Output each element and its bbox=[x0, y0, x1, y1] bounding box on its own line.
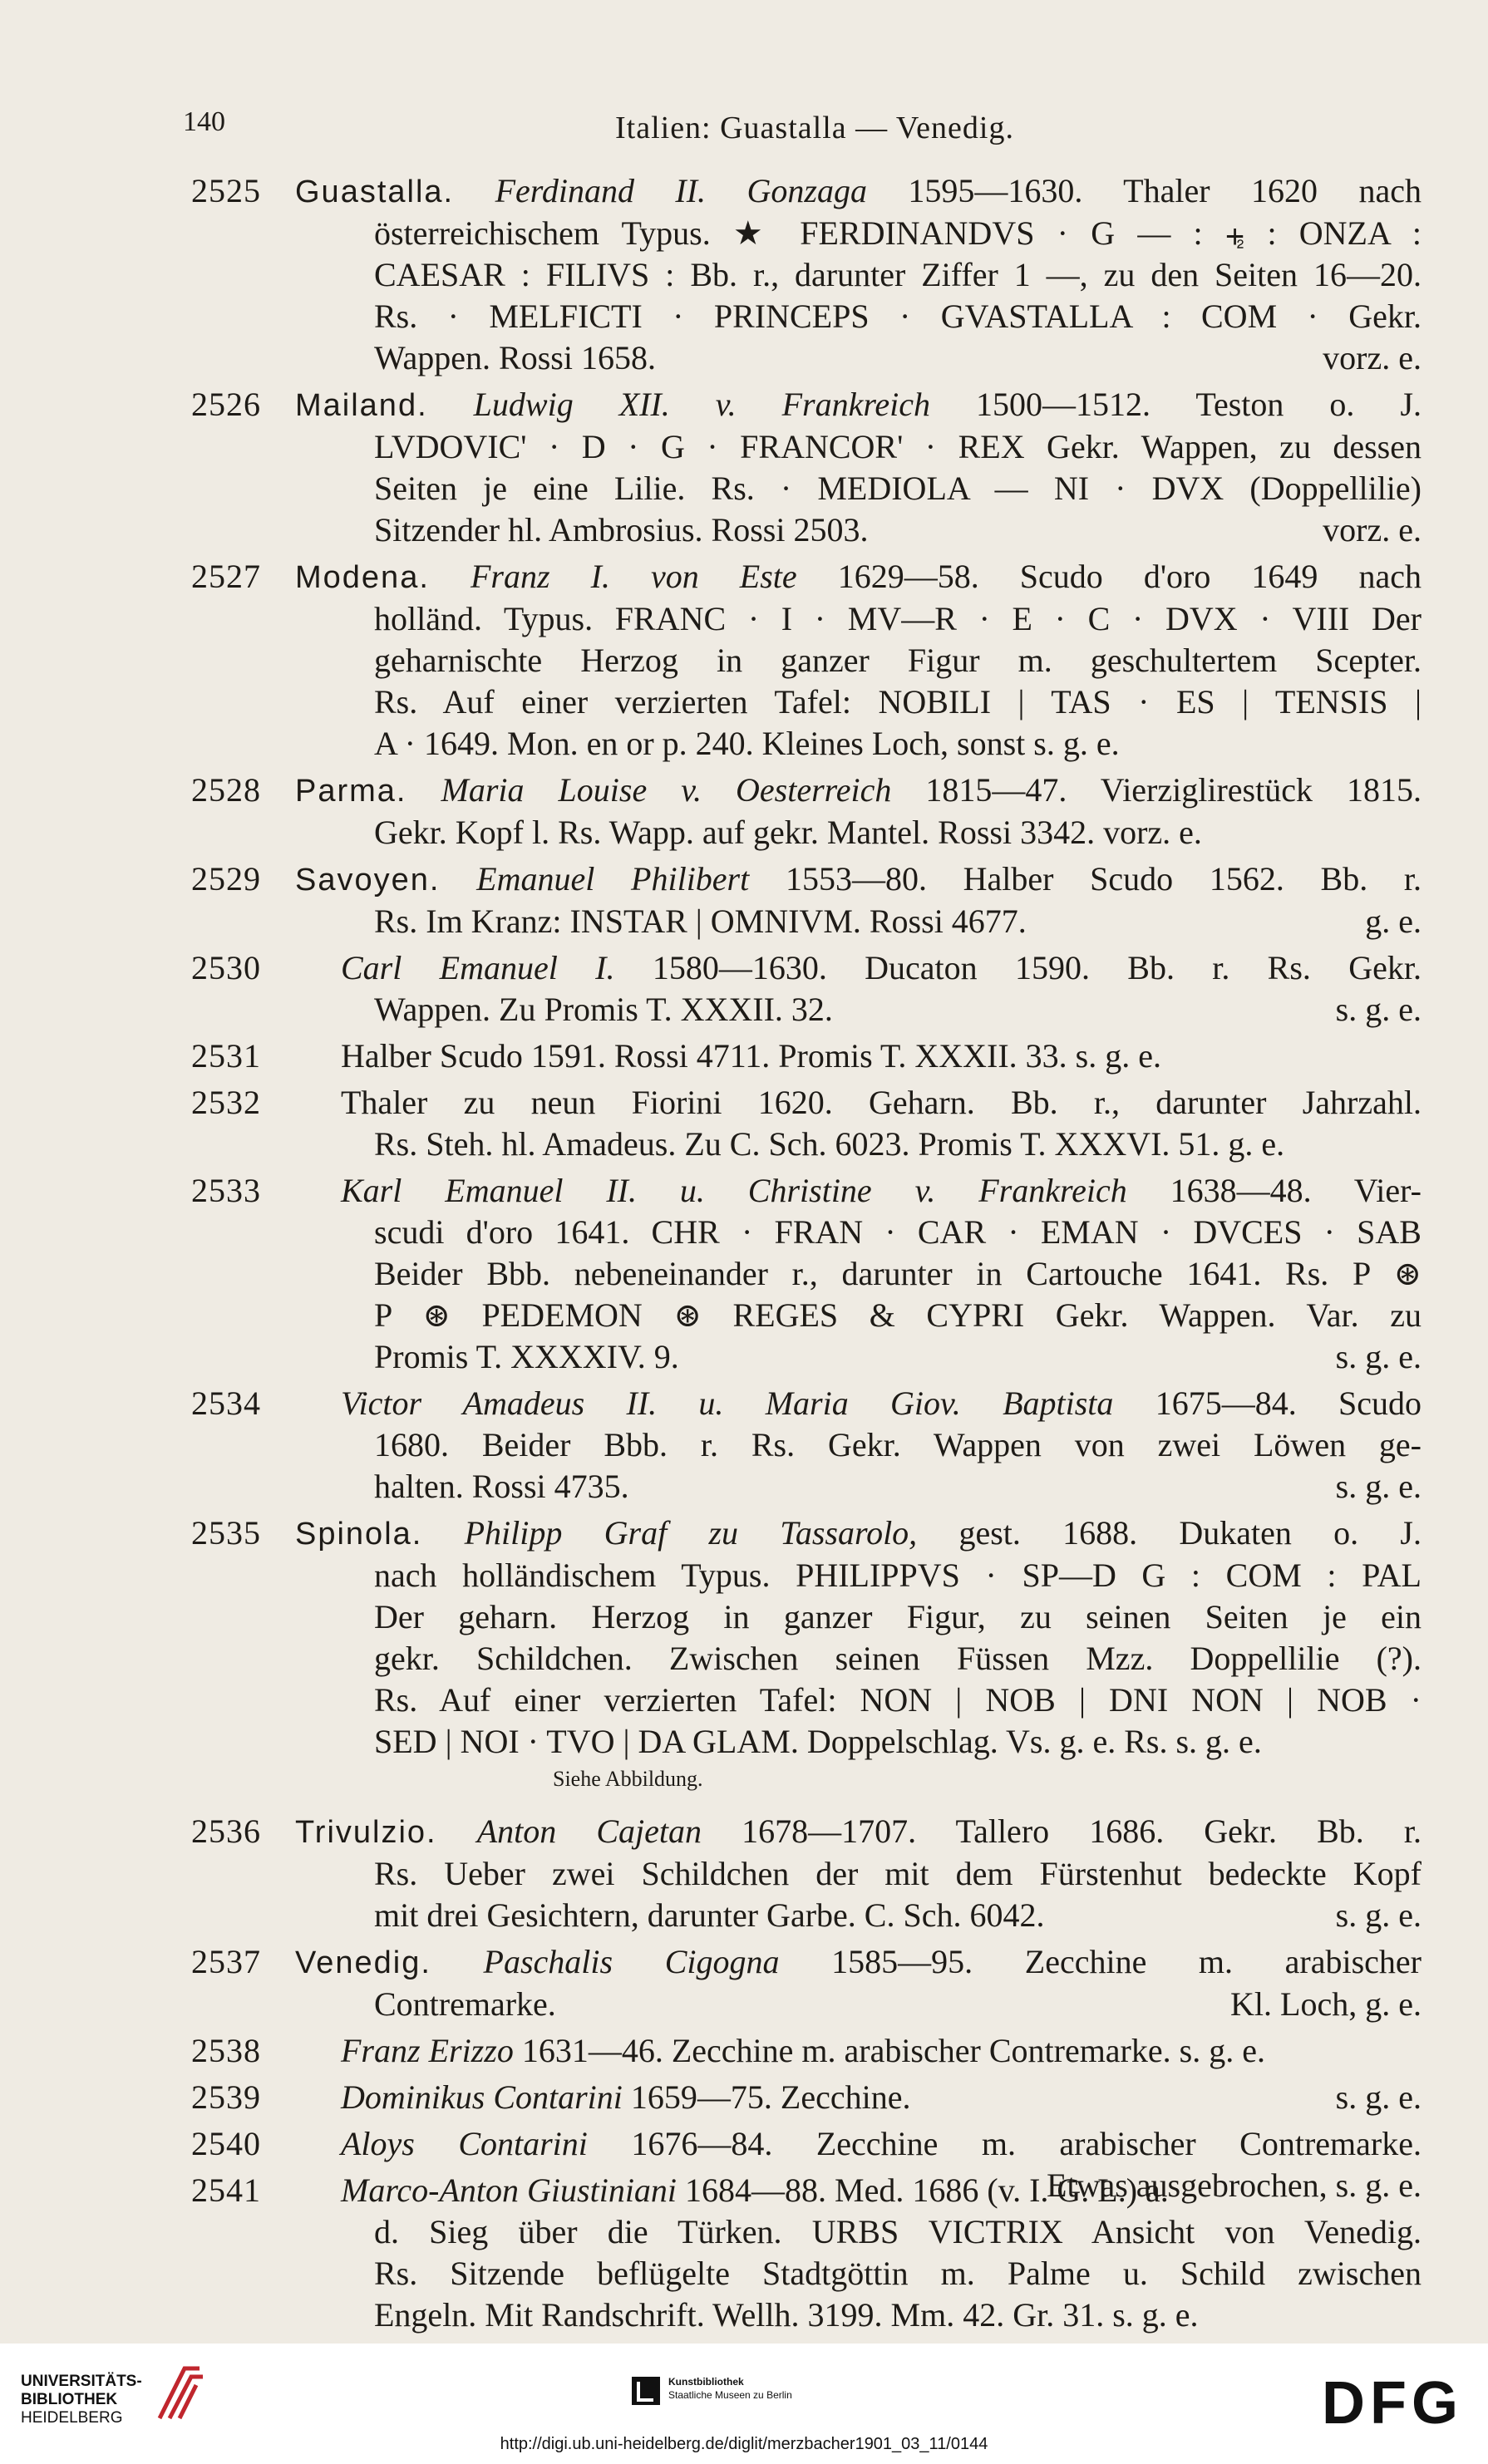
entry-ruler-name: Dominikus Contarini bbox=[341, 2078, 623, 2116]
catalog-entry bbox=[191, 1035, 1421, 1077]
catalog-entry bbox=[191, 1512, 1421, 1796]
ub-logo-line-3: HEIDELBERG bbox=[21, 2409, 123, 2427]
dfg-logo[interactable]: DFG bbox=[1322, 2370, 1463, 2437]
entry-text: 1675—84. Scudo bbox=[1113, 1384, 1421, 1422]
entry-number: 2537 bbox=[191, 1943, 261, 1980]
catalog-entry bbox=[191, 1811, 1421, 1936]
entry-text: P ⊛ PEDEMON ⊛ REGES & CYPRI Gekr. Wappen. Var. zu bbox=[374, 1296, 1421, 1334]
entry-line bbox=[295, 1295, 1421, 1336]
catalog-entry bbox=[191, 2030, 1421, 2072]
illustration-caption: Siehe Abbildung. bbox=[553, 1767, 703, 1791]
entry-text: Wappen. Rossi 1658. bbox=[374, 339, 656, 376]
entry-text: Wappen. Zu Promis T. XXXII. 32. bbox=[374, 991, 833, 1028]
entry-line bbox=[295, 770, 1421, 812]
entry-number: 2534 bbox=[191, 1384, 261, 1422]
entry-number: 2530 bbox=[191, 949, 261, 986]
entry-ruler-name: Ferdinand II. Gonzaga bbox=[495, 172, 867, 209]
entry-line bbox=[295, 1466, 1421, 1507]
entry-number: 2539 bbox=[191, 2078, 261, 2116]
entry-text: halten. Rossi 4735. bbox=[374, 1468, 629, 1505]
entry-line bbox=[295, 1853, 1421, 1895]
entry-ruler-name: Carl Emanuel I. bbox=[341, 949, 615, 986]
entry-ruler-name: Anton Cajetan bbox=[476, 1812, 702, 1850]
entry-text: Beider Bbb. nebeneinander r., darunter in Cartouche 1641. Rs. P ⊛ bbox=[374, 1255, 1421, 1292]
catalog-entry bbox=[191, 2077, 1421, 2118]
entry-line bbox=[295, 1383, 1421, 1424]
entry-number: 2528 bbox=[191, 771, 261, 809]
entry-line bbox=[295, 1035, 1421, 1077]
catalog-entry bbox=[191, 170, 1421, 379]
entry-text: Rs. Im Kranz: INSTAR | OMNIVM. Rossi 4677. bbox=[374, 902, 1027, 940]
entry-text: 1553—80. Halber Scudo 1562. Bb. r. bbox=[749, 860, 1422, 898]
kunstbibliothek-logo[interactable] bbox=[668, 2375, 792, 2402]
ub-logo-line-2: BIBLIOTHEK bbox=[21, 2391, 118, 2408]
entry-text: Gekr. Kopf l. Rs. Wapp. auf gekr. Mantel. Rossi 3342. vorz. e. bbox=[374, 814, 1202, 851]
entry-grade: s. g. e. bbox=[1335, 1896, 1421, 1934]
entry-line bbox=[295, 1596, 1421, 1638]
entry-line bbox=[295, 1895, 1421, 1936]
catalog-entry bbox=[191, 1941, 1422, 2025]
entry-text: mit drei Gesichtern, darunter Garbe. C. Sch. 6042. bbox=[374, 1896, 1045, 1934]
entry-line bbox=[295, 901, 1421, 942]
entry-grade: vorz. e. bbox=[1323, 511, 1421, 548]
entry-text: 1676—84. Zecchine m. arabischer Contremarke. bbox=[587, 2125, 1421, 2162]
entry-number: 2525 bbox=[191, 172, 261, 209]
catalog-entry bbox=[191, 858, 1422, 942]
entry-text: Rs. · MELFICTI · PRINCEPS · GVASTALLA : COM · Gekr. bbox=[374, 298, 1421, 335]
entry-line bbox=[295, 426, 1421, 468]
entry-line bbox=[295, 1555, 1421, 1596]
entry-text: Halber Scudo 1591. Rossi 4711. Promis T. XXXII. 33. s. g. e. bbox=[341, 1037, 1161, 1075]
entry-number: 2531 bbox=[191, 1037, 261, 1075]
catalog-entry bbox=[191, 947, 1421, 1030]
entry-text: 1680. Beider Bbb. r. Rs. Gekr. Wappen von zwei Löwen ge- bbox=[374, 1426, 1421, 1463]
entry-place-name: Guastalla. bbox=[295, 175, 455, 209]
catalog-entries bbox=[191, 170, 1422, 2341]
entry-place-name: Venedig. bbox=[295, 1945, 431, 1980]
entry-line bbox=[295, 1680, 1421, 1721]
entry-text: 1580—1630. Ducaton 1590. Bb. r. Rs. Gekr. bbox=[614, 949, 1421, 986]
entry-grade: Etwas ausgebrochen, s. g. e. bbox=[1047, 2166, 1421, 2204]
entry-grade: s. g. e. bbox=[1335, 2078, 1421, 2116]
entry-line bbox=[295, 812, 1421, 853]
entry-ruler-name: Paschalis Cigogna bbox=[483, 1943, 780, 1980]
entry-text: Contremarke. bbox=[374, 1985, 556, 2023]
entry-text: Rs. Auf einer verzierten Tafel: NON | NOB | DNI NON | NOB · bbox=[374, 1681, 1421, 1719]
entry-line bbox=[295, 2170, 1421, 2211]
entry-line bbox=[295, 1253, 1421, 1295]
entry-ruler-name: Ludwig XII. v. Frankreich bbox=[473, 386, 931, 423]
entry-grade: s. g. e. bbox=[1335, 1468, 1421, 1505]
entry-text: 1678—1707. Tallero 1686. Gekr. Bb. r. bbox=[702, 1812, 1421, 1850]
entry-line bbox=[295, 1424, 1421, 1466]
entry-place-name: Parma. bbox=[295, 774, 407, 809]
entry-line bbox=[295, 1941, 1421, 1984]
entry-number: 2529 bbox=[191, 860, 261, 898]
entry-grade: g. e. bbox=[1365, 902, 1421, 940]
entry-line bbox=[295, 2294, 1421, 2336]
ub-logo-line-1: UNIVERSITÄTS- bbox=[21, 2373, 142, 2390]
entry-ruler-name: Franz Erizzo bbox=[341, 2032, 514, 2069]
ub-logo-mark-icon bbox=[151, 2360, 209, 2427]
entry-line bbox=[295, 213, 1421, 254]
entry-line bbox=[295, 254, 1421, 296]
entry-ruler-name: Maria Louise v. Oesterreich bbox=[441, 771, 892, 809]
entry-number: 2536 bbox=[191, 1812, 261, 1850]
entry-line bbox=[295, 509, 1421, 551]
entry-ruler-name: Aloys Contarini bbox=[341, 2125, 588, 2162]
entry-line bbox=[295, 598, 1421, 640]
entry-line bbox=[295, 384, 1421, 426]
entry-text: Rs. Ueber zwei Schildchen der mit dem Fürstenhut bedeckte Kopf bbox=[374, 1855, 1421, 1892]
entry-line bbox=[295, 1336, 1421, 1378]
entry-text: Seiten je eine Lilie. Rs. · MEDIOLA — NI · DVX (Doppellilie) bbox=[374, 470, 1421, 507]
entry-ruler-name: Marco-Anton Giustiniani bbox=[341, 2171, 677, 2209]
entry-ruler-name: Philipp Graf zu Tassarolo, bbox=[464, 1514, 918, 1552]
entry-text: Engeln. Mit Randschrift. Wellh. 3199. Mm. 42. Gr. 31. s. g. e. bbox=[374, 2296, 1199, 2334]
entry-text: Sitzender hl. Ambrosius. Rossi 2503. bbox=[374, 511, 869, 548]
entry-ruler-name: Victor Amadeus II. u. Maria Giov. Baptista bbox=[341, 1384, 1114, 1422]
entry-text: geharnischte Herzog in ganzer Figur m. geschultertem Scepter. bbox=[374, 642, 1421, 679]
entry-line bbox=[295, 2123, 1421, 2165]
entry-place-name: Mailand. bbox=[295, 388, 428, 423]
entry-text: Rs. Steh. hl. Amadeus. Zu C. Sch. 6023. Promis T. XXXVI. 51. g. e. bbox=[374, 1125, 1285, 1163]
entry-text: 1815—47. Vierziglirestück 1815. bbox=[891, 771, 1422, 809]
entry-text: holländ. Typus. FRANC · I · MV—R · E · C · DVX · VIII Der bbox=[374, 600, 1421, 637]
entry-text: LVDOVIC' · D · G · FRANCOR' · REX Gekr. Wappen, zu dessen bbox=[374, 428, 1421, 465]
entry-line bbox=[295, 2030, 1421, 2072]
entry-ruler-name: Franz I. von Este bbox=[470, 558, 797, 595]
entry-text: Thaler zu neun Fiorini 1620. Geharn. Bb. r., darunter Jahrzahl. bbox=[341, 1084, 1421, 1121]
entry-text: gest. 1688. Dukaten o. J. bbox=[917, 1514, 1421, 1552]
entry-line bbox=[295, 2211, 1421, 2253]
entry-line bbox=[295, 170, 1421, 213]
entry-line bbox=[295, 858, 1421, 901]
entry-text: 1631—46. Zecchine m. arabischer Contremarke. s. g. e. bbox=[513, 2032, 1265, 2069]
entry-place-name: Modena. bbox=[295, 560, 430, 595]
entry-text: CAESAR : FILIVS : Bb. r., darunter Ziffer 1 —, zu den Seiten 16—20. bbox=[374, 256, 1421, 293]
entry-line bbox=[295, 1512, 1421, 1555]
entry-text: 1659—75. Zecchine. bbox=[622, 2078, 911, 2116]
source-url-link[interactable]: http://digi.ub.uni-heidelberg.de/diglit/merzbacher1901_03_11/0144 bbox=[500, 2435, 988, 2453]
entry-text: nach holländischem Typus. PHILIPPVS · SP—D G : COM : PAL bbox=[374, 1557, 1421, 1594]
entry-text: SED | NOI · TVO | DA GLAM. Doppelschlag. Vs. g. e. Rs. s. g. e. bbox=[374, 1723, 1262, 1760]
entry-text: 1629—58. Scudo d'oro 1649 nach bbox=[796, 558, 1421, 595]
catalog-entry bbox=[191, 1170, 1421, 1378]
entry-line bbox=[295, 1984, 1421, 2025]
catalog-entry bbox=[191, 384, 1422, 551]
entry-line bbox=[295, 723, 1421, 765]
entry-text: 1585—95. Zecchine m. arabischer bbox=[779, 1943, 1422, 1980]
page-header bbox=[183, 100, 1413, 150]
entry-line bbox=[295, 1124, 1421, 1165]
entry-place-name: Spinola. bbox=[295, 1517, 423, 1552]
entry-text: Rs. Sitzende beflügelte Stadtgöttin m. Palme u. Schild zwischen bbox=[374, 2255, 1421, 2292]
entry-line bbox=[295, 2077, 1421, 2118]
entry-line bbox=[295, 1212, 1421, 1253]
entry-text: 1638—48. Vier- bbox=[1126, 1172, 1421, 1209]
entry-text: Rs. Auf einer verzierten Tafel: NOBILI | TAS · ES | TENSIS | bbox=[374, 683, 1421, 721]
entry-line bbox=[295, 1638, 1421, 1680]
entry-number: 2541 bbox=[191, 2171, 261, 2209]
catalog-entry bbox=[191, 556, 1421, 765]
entry-line bbox=[295, 556, 1421, 598]
entry-line bbox=[295, 947, 1421, 989]
entry-ruler-name: Emanuel Philibert bbox=[476, 860, 750, 898]
page-number: 140 bbox=[183, 106, 225, 137]
entry-ruler-name: Karl Emanuel II. u. Christine v. Frankreich bbox=[341, 1172, 1127, 1209]
entry-text: Der geharn. Herzog in ganzer Figur, zu seinen Seiten je ein bbox=[374, 1598, 1421, 1635]
entry-number: 2533 bbox=[191, 1172, 261, 1209]
entry-place-name: Trivulzio. bbox=[295, 1815, 437, 1850]
entry-number: 2540 bbox=[191, 2125, 261, 2162]
entry-line bbox=[295, 296, 1421, 337]
entry-number: 2532 bbox=[191, 1084, 261, 1121]
entry-line bbox=[295, 1721, 1421, 1763]
entry-text: 1595—1630. Thaler 1620 nach bbox=[866, 172, 1421, 209]
entry-line bbox=[295, 1170, 1421, 1212]
entry-place-name: Savoyen. bbox=[295, 863, 441, 898]
entry-text: d. Sieg über die Türken. URBS VICTRIX Ansicht von Venedig. bbox=[374, 2213, 1421, 2250]
kunstbibliothek-name: Kunstbibliothek bbox=[668, 2376, 744, 2388]
entry-text: gekr. Schildchen. Zwischen seinen Füssen Mzz. Doppellilie (?). bbox=[374, 1640, 1421, 1677]
entry-text: 1684—88. Med. 1686 (v. I. G. L.) a. bbox=[677, 2171, 1169, 2209]
entry-text: scudi d'oro 1641. CHR · FRAN · CAR · EMAN · DVCES · SAB bbox=[374, 1213, 1421, 1251]
entry-text: 1500—1512. Teston o. J. bbox=[930, 386, 1422, 423]
entry-line bbox=[295, 2253, 1421, 2294]
entry-number: 2526 bbox=[191, 386, 261, 423]
entry-line bbox=[295, 681, 1421, 723]
entry-grade: vorz. e. bbox=[1323, 339, 1421, 376]
entry-text: Promis T. XXXXIV. 9. bbox=[374, 1338, 679, 1375]
entry-number: 2535 bbox=[191, 1514, 261, 1552]
catalog-entry bbox=[191, 2170, 1421, 2336]
entry-line bbox=[295, 1811, 1421, 1853]
catalog-entry bbox=[191, 1383, 1421, 1507]
entry-line bbox=[295, 337, 1421, 379]
kunstbibliothek-logo-icon bbox=[632, 2377, 660, 2405]
entry-number: 2538 bbox=[191, 2032, 261, 2069]
entry-text: A · 1649. Mon. en or p. 240. Kleines Loch, sonst s. g. e. bbox=[374, 725, 1120, 762]
entry-grade: s. g. e. bbox=[1335, 991, 1421, 1028]
entry-text: österreichischem Typus. ★ FERDINANDVS · G — : ⨧ : ONZA : bbox=[374, 214, 1421, 252]
kunstbibliothek-subtitle: Staatliche Museen zu Berlin bbox=[668, 2389, 792, 2401]
catalog-entry bbox=[191, 1082, 1421, 1165]
entry-line bbox=[295, 1082, 1421, 1124]
entry-line bbox=[295, 468, 1421, 509]
entry-line bbox=[295, 640, 1421, 681]
entry-grade: s. g. e. bbox=[1335, 1338, 1421, 1375]
entry-line bbox=[295, 989, 1421, 1030]
running-title: Italien: Guastalla — Venedig. bbox=[615, 111, 1014, 145]
entry-grade: Kl. Loch, g. e. bbox=[1230, 1985, 1421, 2023]
entry-number: 2527 bbox=[191, 558, 261, 595]
catalog-entry bbox=[191, 770, 1422, 853]
